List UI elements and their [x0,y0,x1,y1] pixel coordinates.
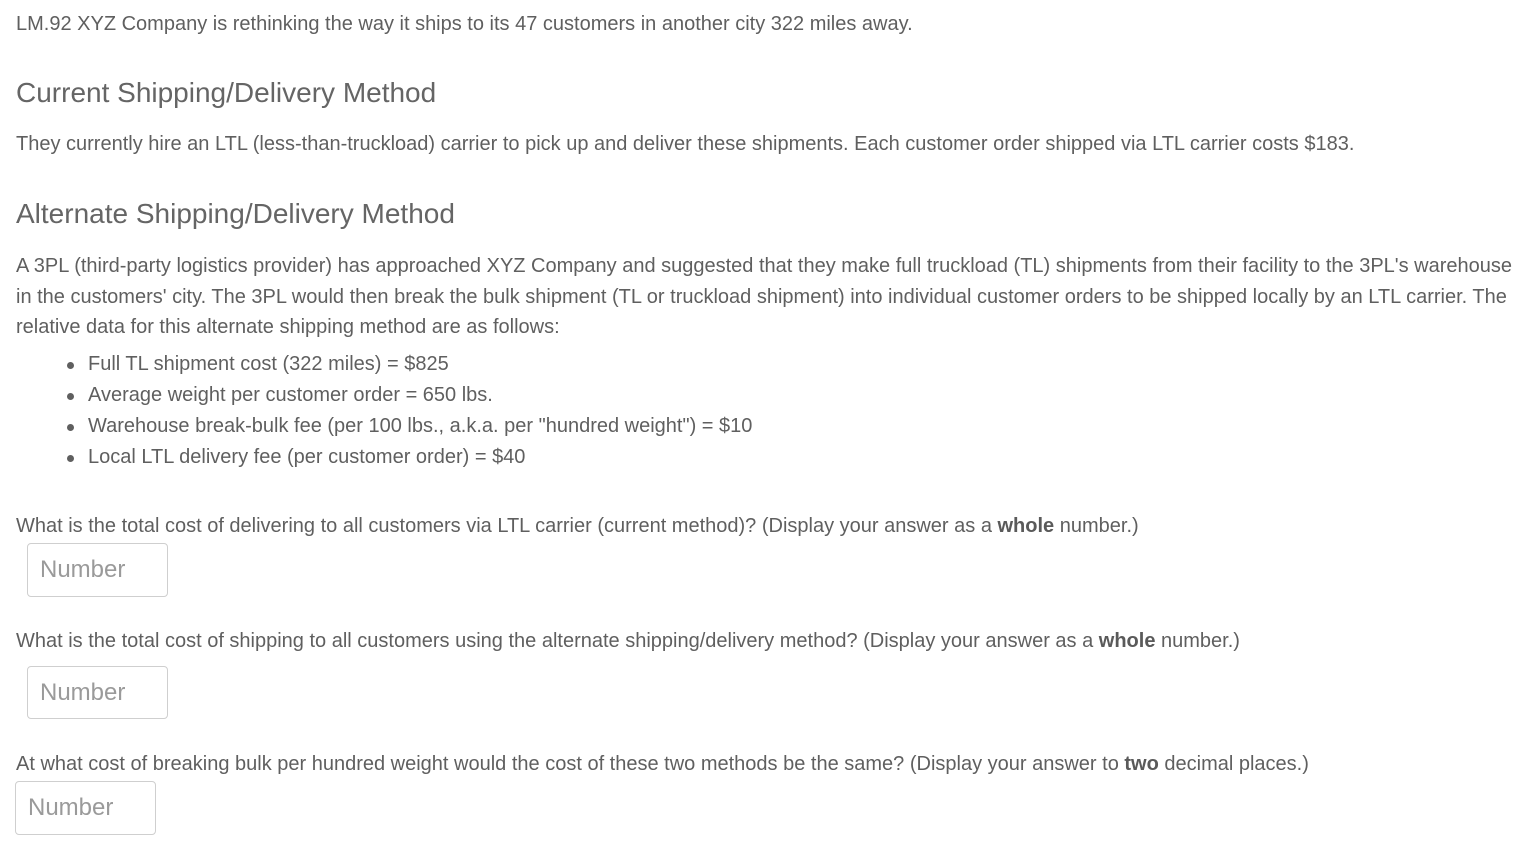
answer-2-input[interactable] [27,666,168,719]
bullet-icon [67,424,74,431]
bullet-icon [67,362,74,369]
list-item [88,442,752,473]
list-item [88,349,752,380]
current-method-text: They currently hire an LTL (less-than-truckload) carrier to pick up and deliver these shipments. Each customer order shipped via LTL carrier costs $183. [16,133,1355,155]
alternate-method-text: A 3PL (third-party logistics provider) has approached XYZ Company and suggested that they make full truckload (TL) shipments from their facility to the 3PL's warehouse in the customers' city. The 3PL would then break the bulk shipment (TL or truckload shipment) into individual customer orders to be shipped locally by an LTL carrier. The relative data for this alternate shipping method are as follows: [16,255,1513,338]
list-item [88,380,752,411]
list-item-text: Average weight per customer order = 650 lbs. [88,384,493,406]
list-item-text: Warehouse break-bulk fee (per 100 lbs., a.k.a. per "hundred weight") = $10 [88,415,753,437]
question-1-suffix: number.) [1054,515,1139,537]
question-3 [16,751,1309,777]
question-2-suffix: number.) [1155,630,1240,652]
question-3-text: At what cost of breaking bulk per hundred weight would the cost of these two methods be the same? (Display your answer to [16,753,1125,775]
question-2-text: What is the total cost of shipping to all customers using the alternate shipping/delivery method? (Display your answer as a [16,630,1099,652]
question-2-emphasis: whole [1098,630,1156,652]
answer-3-input[interactable] [15,781,156,835]
list-item-text: Local LTL delivery fee (per customer order) = $40 [88,446,526,468]
question-3-emphasis: two [1124,753,1159,775]
question-1-emphasis: whole [997,515,1055,537]
question-1 [16,513,1139,539]
bullet-icon [67,455,74,462]
list-item-text: Full TL shipment cost (322 miles) = $825 [88,353,449,375]
bullet-icon [67,393,74,400]
answer-1-input[interactable] [27,543,168,597]
list-item [88,411,752,442]
question-2 [16,628,1240,654]
alternate-method-data-list [16,349,752,473]
question-3-suffix: decimal places.) [1158,753,1309,775]
current-method-heading: Current Shipping/Delivery Method [16,77,437,108]
question-1-text: What is the total cost of delivering to all customers via LTL carrier (current method)? (Display your answer as a [16,515,998,537]
alternate-method-heading: Alternate Shipping/Delivery Method [16,198,455,229]
problem-intro: LM.92 XYZ Company is rethinking the way it ships to its 47 customers in another city 322 miles away. [16,13,913,35]
